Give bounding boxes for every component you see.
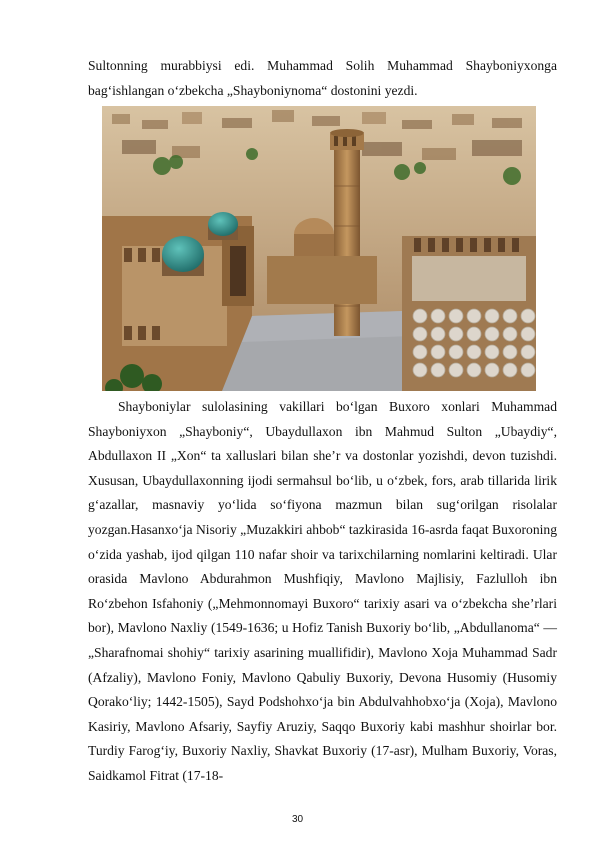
right-courtyard: [412, 256, 526, 301]
bukhara-aerial-photo: [102, 106, 536, 391]
minaret-shaft: [334, 146, 360, 336]
blue-dome-small: [208, 212, 238, 236]
page-number: 30: [291, 814, 304, 825]
paragraph-intro: Sultonning murabbiysi edi. Muhammad Solih Muhammad Shayboniyxonga bag‘ishlangan o‘zbekcha „Shayboniynoma“ dostonini yezdi.: [88, 58, 557, 98]
center-building: [267, 256, 377, 304]
blue-dome-large: [162, 236, 204, 272]
paragraph-main: Shayboniylar sulolasining vakillari bo‘lgan Buxoro xonlari Muhammad Shayboniyxon „Shayboniy“, Ubaydullaxon ibn Mahmud Sulton „Ubaydiy“, Abdullaxon II „Xon“ ta xalluslari bilan she’r va dostonlar yozishdi, devon tuzishdi. Xususan, Ubaydullaxonning ijodi sermahsul bo‘lib, u o‘zbek, fors, arab tillarida lirik g‘azallar, masnaviy yo‘lida so‘fiyona mazmun bilan sug‘orilgan risolalar yozgan.Hasanxo‘ja Nisoriy „Muzakkiri ahbob“ tazkirasida 16-asrda faqat Buxoroning o‘zida yashab, ijod qilgan 110 nafar shoir va tarixchilarning nomlarini keltiradi. Ular orasida Mavlono Abdurahmon Mushfiqiy, Mavlono Majlisiy, Fazlulloh ibn Ro‘zbehon Isfahoniy („Mehmonnomayi Buxoro“ tarixiy asari va o‘zbekcha she’rlari bor), Mavlono Naxliy (1549-1636; u Hofiz Tanish Buxoriy bo‘lib, „Abdullanoma“ — „Sharafnomai shohiy“ tarixiy asarining muallifidir), Mavlono Xoja Muhammad Sadr (Afzaliy), Mavlono Foniy, Mavlono Qabuliy Buxoriy, Devona Husomiy (Husomiy Qorako‘liy; 1442-1505), Sayd Podshohxo‘ja bin Abdulvahhobxo‘ja (Xoja), Mavlono Kasiriy, Mavlono Afsariy, Sayfiy Aruziy, Saqqo Buxoriy kabi mashhur shoirlar bor. Turdiy Farog‘iy, Buxoriy Naxliy, Shavkat Buxoriy (17-asr), Mulham Buxoriy, Voras, Saidkamol Fitrat (17-18-: [88, 399, 557, 783]
